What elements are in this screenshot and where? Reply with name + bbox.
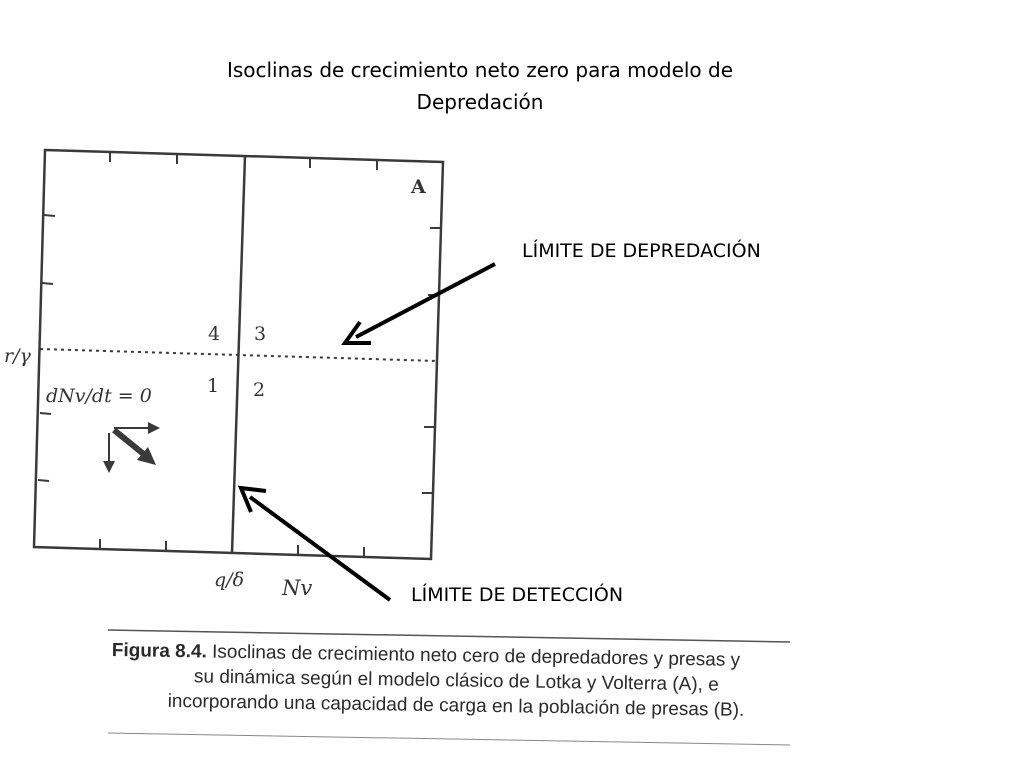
predation-limit-arrow: [345, 264, 495, 343]
y-threshold-label: r/γ: [4, 345, 31, 367]
caption-bottom-rule: [108, 733, 790, 745]
slide-title-line-2: Depredación: [416, 90, 544, 114]
isocline-equation-label: dNv/dt = 0: [46, 385, 152, 407]
predation-limit-callout: LÍMITE DE DEPREDACIÓN: [522, 240, 761, 262]
caption-line-2: su dinámica según el modelo clásico de Lotka y Volterra (A), e: [193, 666, 719, 696]
caption-line-1-text: Isoclinas de crecimiento neto cero de depredadores y presas y: [211, 641, 741, 671]
caption-figure-number: Figura 8.4.: [111, 639, 207, 663]
panel-label: A: [411, 176, 426, 198]
quadrant-2-label: 2: [253, 379, 266, 401]
x-threshold-label: q/δ: [214, 569, 245, 591]
quadrant-3-label: 3: [254, 323, 267, 345]
x-axis-label: Nv: [282, 576, 313, 600]
detection-limit-arrow: [241, 488, 390, 600]
quadrant-4-label: 4: [208, 323, 221, 345]
caption-line-3: incorporando una capacidad de carga en la población de presas (B).: [167, 690, 745, 721]
dynamics-arrows: [103, 422, 160, 473]
slide-title-line-1: Isoclinas de crecimiento neto zero para modelo de: [226, 58, 734, 82]
quadrant-1-label: 1: [207, 375, 220, 397]
detection-limit-callout: LÍMITE DE DETECCIÓN: [411, 584, 624, 606]
figure-caption: [111, 638, 802, 724]
